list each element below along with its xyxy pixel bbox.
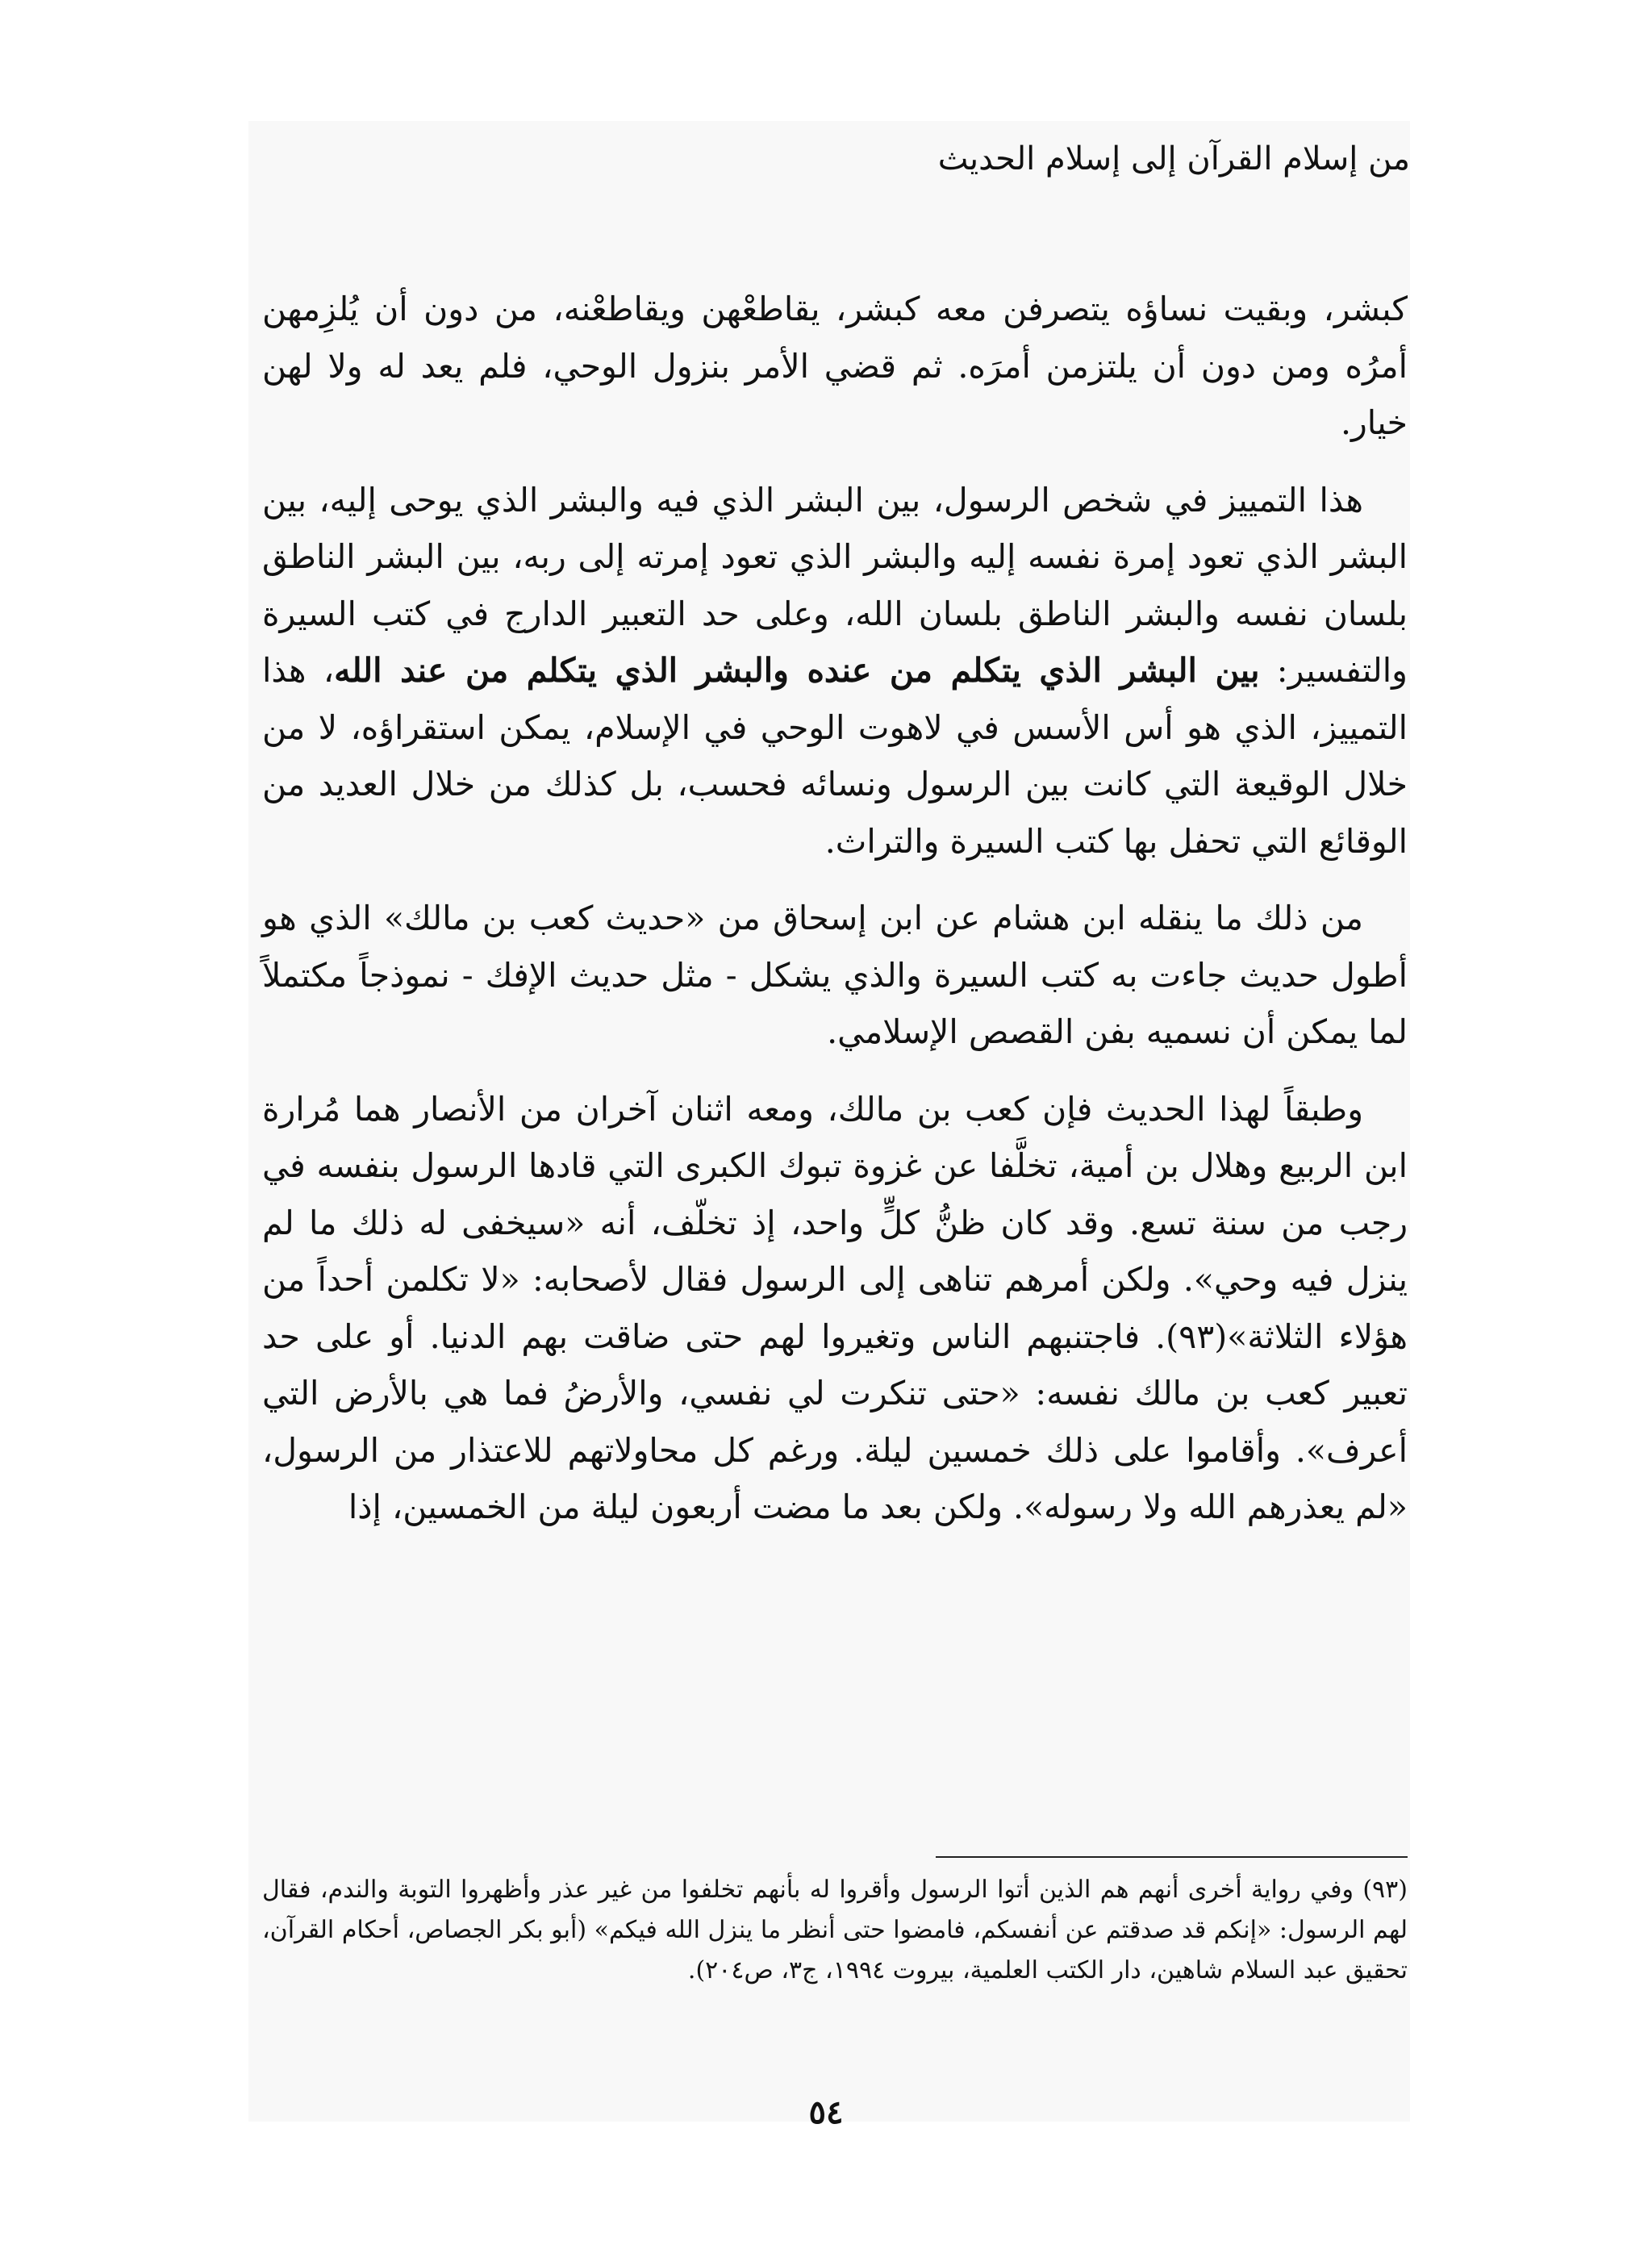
paragraph-2-text-after: ، هذا التمييز، الذي هو أس الأسس في لاهوت الوحي في الإسلام، يمكن استقراؤه، لا من خلال الوقيعة التي كانت بين الرسول ونسائه فحسب، بل كذلك من خلال العديد من الوقائع التي تحفل بها كتب السيرة والتراث. bbox=[262, 651, 1408, 861]
paragraph-2-bold-phrase: بين البشر الذي يتكلم من عنده والبشر الذي يتكلم من عند الله bbox=[334, 651, 1260, 690]
running-head: من إسلام القرآن إلى إسلام الحديث bbox=[937, 140, 1410, 177]
footnote-93: (٩٣) وفي رواية أخرى أنهم هم الذين أتوا الرسول وأقروا له بأنهم تخلفوا من غير عذر وأظهروا التوبة والندم، فقال لهم الرسول: «إنكم قد صدقتم عن أنفسكم، فامضوا حتى أنظر ما ينزل الله فيكم» (أبو بكر الجصاص، أحكام القرآن، تحقيق عبد السلام شاهين، دار الكتب العلمية، بيروت ١٩٩٤، ج٣، ص٢٠٤). bbox=[262, 1876, 1408, 1984]
footnote-separator bbox=[936, 1856, 1408, 1858]
paragraph-4: وطبقاً لهذا الحديث فإن كعب بن مالك، ومعه اثنان آخران من الأنصار هما مُرارة ابن الربيع وهلال بن أمية، تخلَّفا عن غزوة تبوك الكبرى التي قادها الرسول بنفسه في رجب من سنة تسع. وقد كان ظنُّ كلٍّ واحد، إذ تخلّف، أنه «سيخفى له ذلك ما لم ينزل فيه وحي». ولكن أمرهم تناهى إلى الرسول فقال لأصحابه: «لا تكلمن أحداً من هؤلاء الثلاثة»(٩٣). فاجتنبهم الناس وتغيروا لهم حتى ضاقت بهم الدنيا. أو على حد تعبير كعب بن مالك نفسه: «حتى تنكرت لي نفسي، والأرضُ فما هي بالأرض التي أعرف». وأقاموا على ذلك خمسين ليلة. ورغم كل محاولاتهم للاعتذار من الرسول، «لم يعذرهم الله ولا رسوله». ولكن بعد ما مضت أربعون ليلة من الخمسين، إذا bbox=[262, 1089, 1408, 1526]
body-text bbox=[262, 281, 1408, 1556]
page-number: ٥٤ bbox=[808, 2093, 844, 2131]
paragraph-1: كبشر، وبقيت نساؤه يتصرفن معه كبشر، يقاطعْهن ويقاطعْنه، من دون أن يُلزِمهن أمرُه ومن دون أن يلتزمن أمرَه. ثم قضي الأمر بنزول الوحي، فلم يعد له ولا لهن خيار. bbox=[262, 290, 1408, 442]
paragraph-2-text-before: هذا التمييز في شخص الرسول، بين البشر الذي فيه والبشر الذي يوحى إليه، بين البشر الذي تعود إمرة نفسه إليه والبشر الذي تعود إمرته إلى ربه، بين البشر الناطق بلسان نفسه والبشر الناطق بلسان الله، وعلى حد التعبير الدارج في كتب السيرة والتفسير: bbox=[262, 480, 1408, 690]
paragraph-2 bbox=[262, 472, 1408, 870]
paragraph-3: من ذلك ما ينقله ابن هشام عن ابن إسحاق من «حديث كعب بن مالك» الذي هو أطول حديث جاءت به كتب السيرة والذي يشكل - مثل حديث الإفك - نموذجاً مكتملاً لما يمكن أن نسميه بفن القصص الإسلامي. bbox=[262, 899, 1408, 1051]
